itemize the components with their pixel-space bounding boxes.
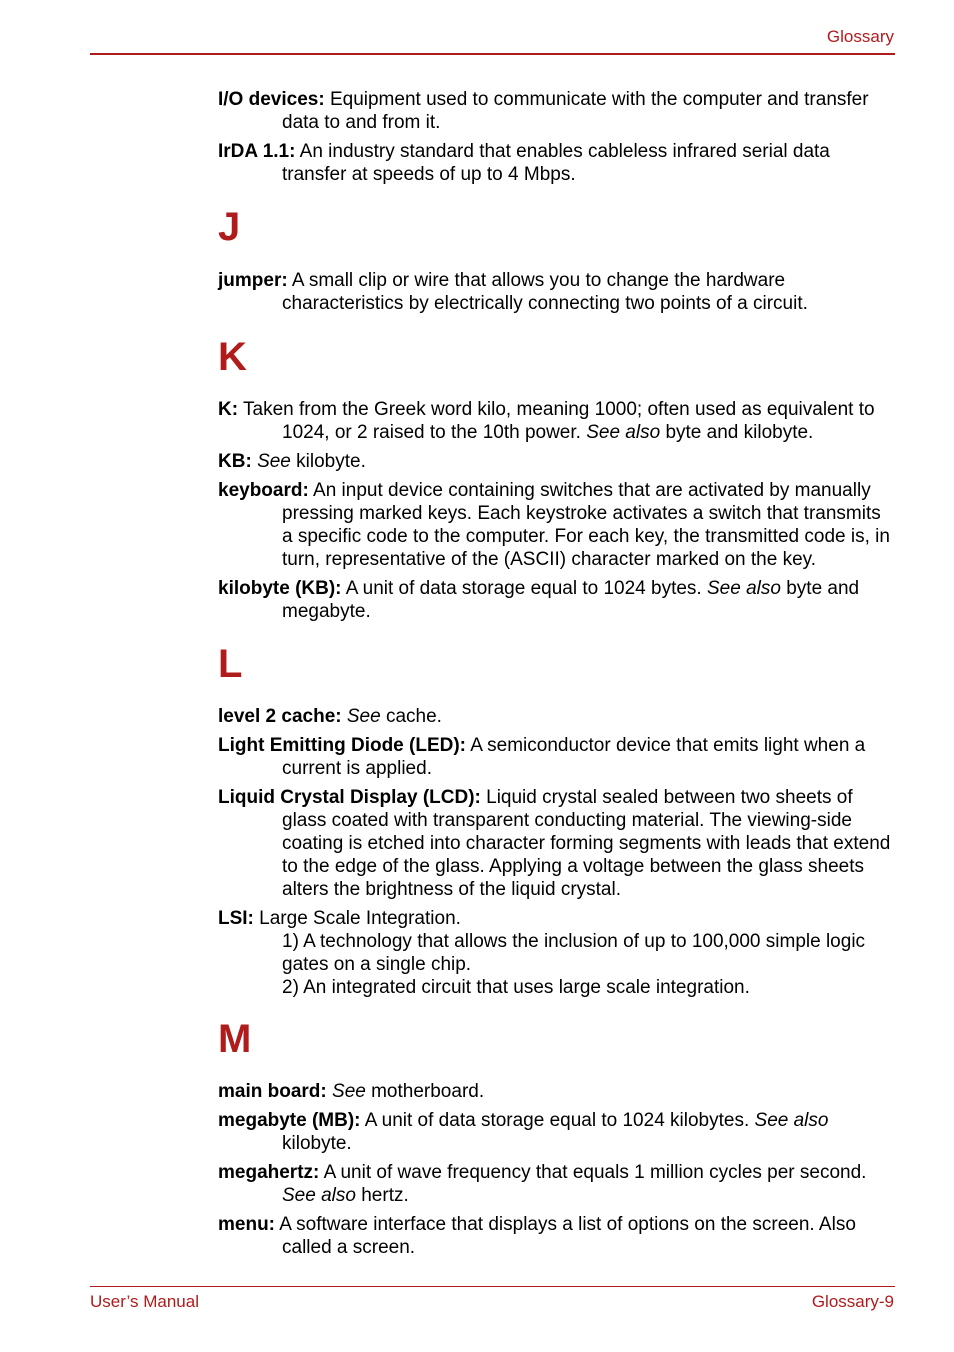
glossary-term: megabyte (MB):	[218, 1110, 361, 1131]
glossary-term: level 2 cache:	[218, 706, 342, 727]
glossary-definition: A small clip or wire that allows you to change the hardware characteristics by electrically connecting two points of a circuit.	[282, 270, 808, 314]
glossary-entry-lsi	[218, 907, 895, 999]
glossary-definition-end: byte and kilobyte.	[660, 422, 814, 443]
glossary-term: KB:	[218, 451, 252, 472]
glossary-definition: Liquid crystal sealed between two sheets of glass coated with transparent conducting material. The viewing-side coating is etched into character forming segments with leads that extend to the edge of the glass. Applying a voltage between the glass sheets alters the brightness of the liquid crystal.	[282, 787, 891, 900]
glossary-definition-end: hertz.	[355, 1185, 409, 1206]
glossary-definition: A unit of data storage equal to 1024 kilobytes.	[360, 1110, 755, 1131]
glossary-entry-megahertz	[218, 1161, 895, 1207]
glossary-definition: An industry standard that enables cableless infrared serial data transfer at speeds of up to 4 Mbps.	[282, 141, 830, 185]
glossary-definition-end: byte and megabyte.	[282, 578, 860, 622]
section-letter-l: L	[218, 642, 243, 686]
glossary-term: menu:	[218, 1214, 275, 1235]
glossary-definition: kilobyte.	[290, 451, 366, 472]
footer-page-number: Glossary-9	[811, 1292, 894, 1311]
see-text: See	[332, 1081, 366, 1102]
glossary-content	[218, 88, 895, 1265]
glossary-entry-led	[218, 734, 895, 780]
glossary-entry-jumper	[218, 269, 895, 315]
glossary-entry-io-devices	[218, 88, 895, 134]
glossary-definition: A unit of data storage equal to 1024 bytes.	[341, 578, 707, 599]
glossary-definition: A unit of wave frequency that equals 1 million cycles per second.	[319, 1162, 867, 1183]
glossary-term: main board:	[218, 1081, 327, 1102]
glossary-entry-irda	[218, 140, 895, 186]
glossary-entry-kb	[218, 450, 895, 473]
lsi-definition-item-1: 1) A technology that allows the inclusion of up to 100,000 simple logic gates on a single chip.	[282, 931, 866, 975]
footer-manual-title: User’s Manual	[90, 1292, 199, 1311]
glossary-term: megahertz:	[218, 1162, 320, 1183]
footer-divider	[90, 1286, 895, 1287]
glossary-entry-level-2-cache	[218, 705, 895, 728]
glossary-entry-megabyte	[218, 1109, 895, 1155]
glossary-definition: A semiconductor device that emits light when a current is applied.	[282, 735, 866, 779]
glossary-term: jumper:	[218, 270, 288, 291]
section-letter-m: M	[218, 1017, 252, 1061]
section-letter-k: K	[218, 335, 247, 379]
glossary-entry-lcd	[218, 786, 895, 901]
section-letter-j: J	[218, 205, 241, 249]
glossary-definition: An input device containing switches that are activated by manually pressing marked keys. Each keystroke activates a switch that transmits a specific code to the computer. For each key, the transmitted code is, in turn, representative of the (ASCII) character marked on the key.	[282, 480, 890, 570]
page-header-title: Glossary	[826, 27, 894, 46]
glossary-term: Liquid Crystal Display (LCD):	[218, 787, 481, 808]
glossary-definition: cache.	[380, 706, 442, 727]
glossary-entry-keyboard	[218, 479, 895, 571]
glossary-entry-menu	[218, 1213, 895, 1259]
glossary-definition: Large Scale Integration.	[253, 908, 461, 929]
glossary-term: I/O devices:	[218, 89, 325, 110]
see-text: See	[346, 706, 381, 727]
glossary-term: Light Emitting Diode (LED):	[218, 735, 467, 756]
glossary-term: IrDA 1.1:	[218, 141, 296, 162]
lsi-definition-item-2: 2) An integrated circuit that uses large scale integration.	[282, 977, 750, 998]
see-also-text: See also	[754, 1110, 829, 1131]
glossary-entry-kilobyte	[218, 577, 895, 623]
glossary-definition: A software interface that displays a list of options on the screen. Also called a screen.	[275, 1214, 856, 1258]
see-also-text: See also	[586, 422, 661, 443]
glossary-entry-k	[218, 398, 895, 444]
glossary-term: keyboard:	[218, 480, 309, 501]
see-also-text: See also	[707, 578, 781, 599]
glossary-term: kilobyte (KB):	[218, 578, 342, 599]
glossary-entry-main-board	[218, 1080, 895, 1103]
glossary-definition: Equipment used to communicate with the computer and transfer data to and from it.	[282, 89, 869, 133]
glossary-definition: Taken from the Greek word kilo, meaning 1000; often used as equivalent to 1024, or 2 raised to the 10th power.	[238, 399, 875, 443]
glossary-definition-end: kilobyte.	[282, 1133, 352, 1154]
header-divider	[90, 53, 895, 55]
see-also-text: See also	[282, 1185, 356, 1206]
glossary-definition: motherboard.	[365, 1081, 485, 1102]
glossary-term: LSI:	[218, 908, 254, 929]
glossary-term: K:	[218, 399, 239, 420]
see-text: See	[257, 451, 291, 472]
